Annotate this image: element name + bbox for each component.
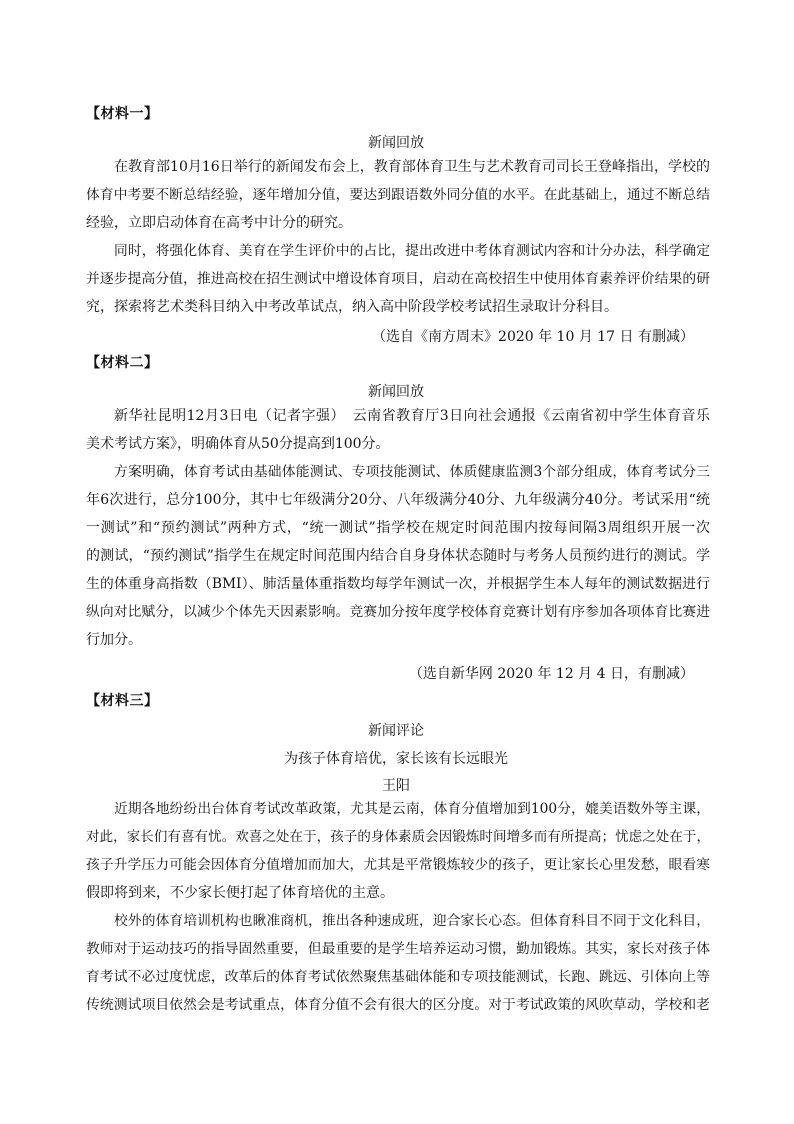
text-line: 在教育部10月16日举行的新闻发布会上，教育部体育卫生与艺术教育司司长王登峰指出，学校的 [114, 159, 710, 175]
material-2-heading: 新闻回放 [368, 384, 424, 400]
text-line: 假即将到来，不少家长便打起了体育培优的主意。 [86, 885, 394, 901]
text-line: 同时，将强化体育、美育在学生评价中的占比，提出改进中考体育测试内容和计分办法，科学确定 [114, 243, 710, 259]
text-line: 校外的体育培训机构也瞅准商机，推出各种速成班，迎合家长心态。但体育科目不同于文化科目， [114, 913, 710, 929]
material-2-source: （选自新华网 2020 年 12 月 4 日，有删减） [408, 666, 694, 682]
material-1-label: 【材料一】 [86, 106, 159, 122]
text-line: 并逐步提高分值，推进高校在招生测试中增设体育项目，启动在高校招生中使用体育素养评价结果的研 [86, 271, 710, 287]
material-1-heading: 新闻回放 [368, 135, 424, 151]
material-3-paragraph-1 [86, 795, 710, 907]
text-line: 的测试，“预约测试”指学生在规定时间范围内结合自身身体状态随时与考务人员预约进行的测试。学 [86, 548, 710, 564]
text-line: 一测试”和“预约测试”两种方式，“统一测试”指学校在规定时间范围内按每间隔3周组织开展一次 [86, 520, 710, 536]
text-line: 育考试不必过度忧虑，改革后的体育考试依然聚焦基础体能和专项技能测试，长跑、跳远、引体向上等 [86, 969, 710, 985]
text-line: 新华社昆明12月3日电（记者字强） 云南省教育厅3日向社会通报《云南省初中学生体育音乐 [114, 408, 710, 424]
article-author: 王阳 [382, 778, 410, 794]
text-line: 近期各地纷纷出台体育考试改革政策，尤其是云南，体育分值增加到100分，媲美语数外等主课， [114, 801, 710, 817]
text-line: 究，探索将艺术类科目纳入中考改革试点，纳入高中阶段学校考试招生录取计分科目。 [86, 299, 618, 315]
material-1-paragraph-2 [86, 237, 710, 321]
material-2-paragraph-2 [86, 458, 710, 654]
article-title: 为孩子体育培优，家长该有长远眼光 [284, 751, 508, 767]
text-line: 传统测试项目依然会是考试重点，体育分值不会有很大的区分度。对于考试政策的风吹草动，学校和老 [86, 997, 710, 1013]
material-1-paragraph-1 [86, 153, 710, 237]
material-3-heading: 新闻评论 [368, 723, 424, 739]
text-line: 经验，立即启动体育在高考中计分的研究。 [86, 215, 352, 231]
text-line: 方案明确，体育考试由基础体能测试、专项技能测试、体质健康监测3个部分组成，体育考试分三 [114, 464, 710, 480]
material-3-paragraph-2 [86, 907, 710, 1019]
material-2-paragraph-1 [86, 402, 710, 458]
text-line: 教师对于运动技巧的指导固然重要，但最重要的是学生培养运动习惯，勤加锻炼。其实，家长对孩子体 [86, 941, 710, 957]
material-1-source: （选自《南方周末》2020 年 10 月 17 日 有删减） [372, 329, 694, 345]
material-2-label: 【材料二】 [86, 355, 159, 371]
text-line: 行加分。 [86, 632, 142, 648]
text-line: 对此，家长们有喜有忧。欢喜之处在于，孩子的身体素质会因锻炼时间增多而有所提高；忧虑之处在于， [86, 829, 710, 845]
text-line: 体育中考要不断总结经验，逐年增加分值，要达到跟语数外同分值的水平。在此基础上，通过不断总结 [86, 187, 710, 203]
material-3-label: 【材料三】 [86, 693, 159, 709]
text-line: 年6次进行，总分100分，其中七年级满分20分、八年级满分40分、九年级满分40分。考试采用“统 [86, 492, 710, 508]
text-line: 纵向对比赋分，以减少个体先天因素影响。竞赛加分按年度学校体育竞赛计划有序参加各项体育比赛进 [86, 604, 710, 620]
text-line: 生的体重身高指数（BMI）、肺活量体重指数均每学年测试一次，并根据学生本人每年的测试数据进行 [86, 576, 710, 592]
text-line: 孩子升学压力可能会因体育分值增加而加大，尤其是平常锻炼较少的孩子，更让家长心里发愁，眼看寒 [86, 857, 710, 873]
text-line: 美术考试方案》，明确体育从50分提高到100分。 [86, 436, 390, 452]
